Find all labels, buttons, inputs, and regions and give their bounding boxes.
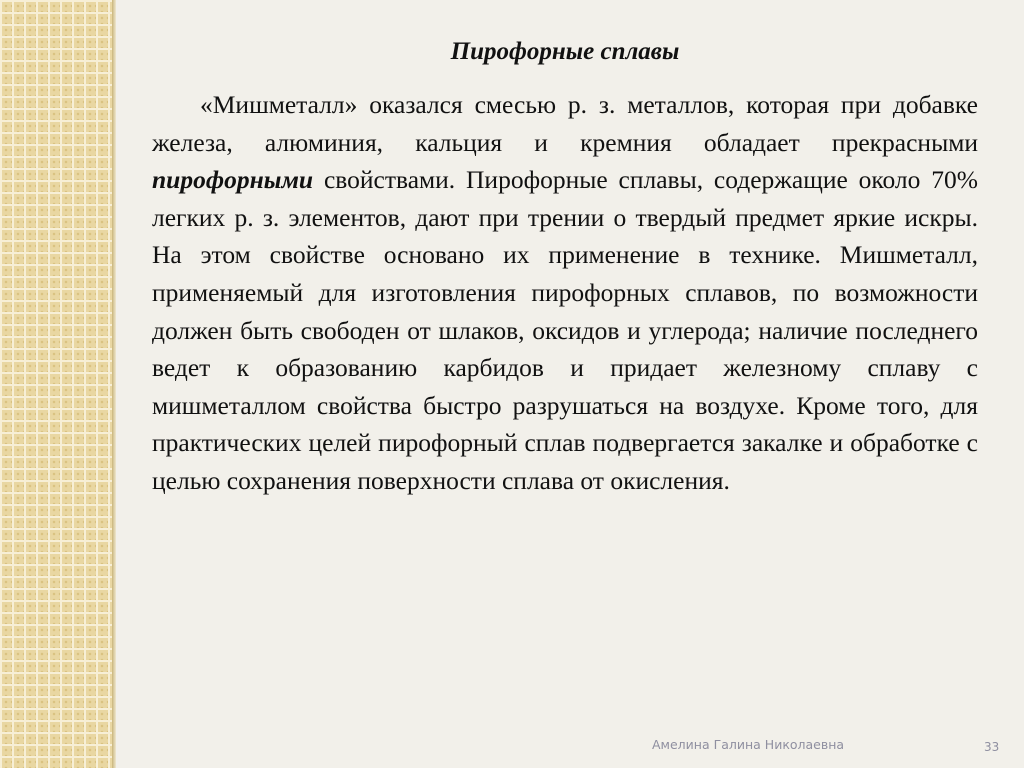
footer-author: Амелина Галина Николаевна bbox=[652, 737, 845, 752]
slide-title: Пирофорные сплавы bbox=[450, 38, 680, 65]
page-number: 33 bbox=[984, 740, 1000, 754]
decorative-side-edge bbox=[112, 0, 116, 768]
slide-body-paragraph bbox=[152, 86, 978, 500]
decorative-side-pattern bbox=[0, 0, 112, 768]
body-text-emphasis: пирофорными bbox=[152, 165, 314, 195]
body-text-part-1: «Мишметалл» оказался смесью р. з. металлов, которая при добавке железа, алюминия, кальция и кремния обладает прекрасными bbox=[152, 90, 978, 157]
body-text-part-2: свойствами. Пирофорные сплавы, содержащие около 70% легких р. з. элементов, дают при трении о твердый предмет яркие искры. На этом свойстве основано их применение в технике. Мишметалл, применяемый для изготовления пирофорных сплавов, по возможности должен быть свободен от шлаков, оксидов и углерода; наличие последнего ведет к образованию карбидов и придает железному сплаву с мишметаллом свойства быстро разрушаться на воздухе. Кроме того, для практических целей пирофорный сплав подвергается закалке и обработке с целью сохранения поверхности сплава от окисления. bbox=[152, 165, 978, 495]
